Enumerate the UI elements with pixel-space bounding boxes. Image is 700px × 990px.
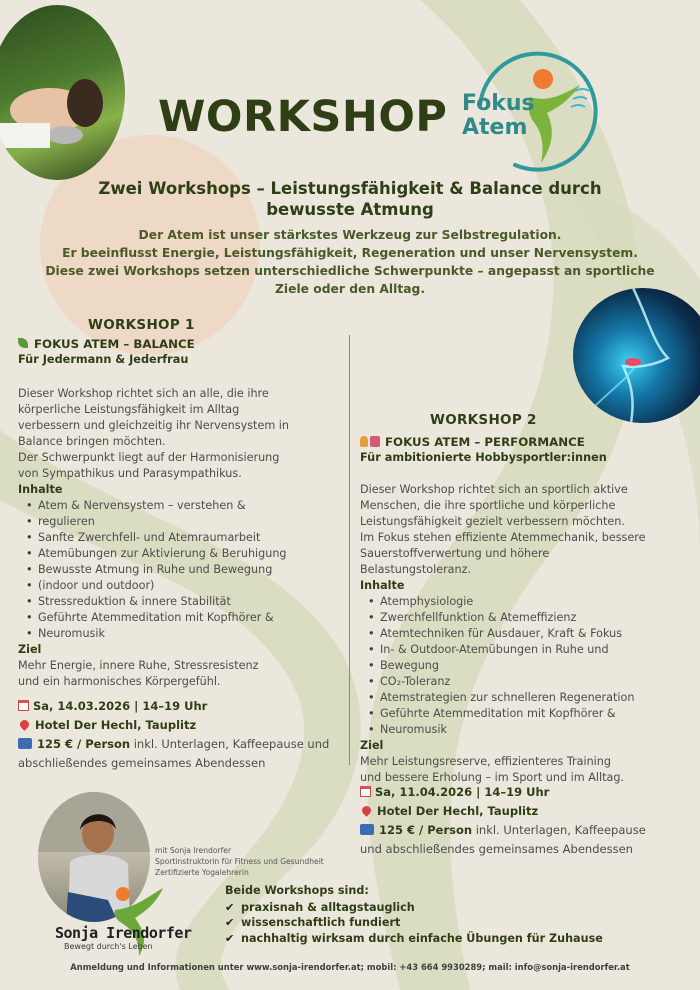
list-item: • In- & Outdoor-Atemübungen in Ruhe und	[360, 642, 646, 658]
list-item: • Atem & Nervensystem – verstehen &	[18, 498, 289, 514]
both-header: Beide Workshops sind:	[225, 884, 369, 897]
checkmark-icon: ✔	[225, 900, 235, 914]
workshop2-goal-label: Ziel	[360, 739, 384, 752]
location-pin-icon	[18, 718, 31, 731]
calendar-icon	[18, 700, 29, 711]
workshop1-meta: Sa, 14.03.2026 | 14–19 Uhr Hotel Der Hechl, Tauplitz 125 € / Person inkl. Unterlagen, Kaffeepause und abschließendes gemeinsames Abendessen	[18, 699, 330, 770]
workshop1-target: Für Jedermann & Jederfrau	[18, 353, 189, 366]
list-item: • Bewusste Atmung in Ruhe und Bewegung	[18, 562, 289, 578]
workshop1-date: Sa, 14.03.2026 | 14–19 Uhr	[33, 699, 208, 713]
check-item: ✔ praxisnah & alltagstauglich	[225, 900, 415, 914]
money-icon	[18, 738, 32, 749]
workshop2-body: Dieser Workshop richtet sich an sportlich aktive Menschen, die ihre sportliche und körperliche Leistungsfähigkeit gezielt verbessern möchten. Im Fokus stehen effiziente Atemmechanik, bessere Sauerstoffverwertung und höhere Belastungstoleranz. Inhalte • Atemphysiologie • Zwerchfellfunktion & Atemeffizienz • Atemtechniken für Ausdauer, Kraft & Fokus • In- & Outdoor-Atemübungen in Ruhe und • Bewegung • CO₂-Toleranz • Atemstrategien zur schnelleren Regeneration • Geführte Atemmeditation mit Kopfhörer & • Neuromusik Ziel Mehr Leistungsreserve, effizienteres Training und bessere Erholung – im Sport und im Alltag.	[360, 482, 646, 786]
page-title: WORKSHOP	[158, 92, 448, 142]
list-item: • Atemübungen zur Aktivierung & Beruhigung	[18, 546, 289, 562]
workshop1-location: Hotel Der Hechl, Tauplitz	[35, 718, 197, 732]
leaf-icon	[18, 338, 28, 348]
list-item: • Atemphysiologie	[360, 594, 646, 610]
workshop1-goal-label: Ziel	[18, 643, 42, 656]
location-pin-icon	[360, 804, 373, 817]
footer-contact: Anmeldung und Informationen unter www.sonja-irendorfer.at; mobil: +43 664 9930289; mail: info@sonja-irendorfer.at	[70, 962, 630, 972]
list-item: • Atemtechniken für Ausdauer, Kraft & Fokus	[360, 626, 646, 642]
workshop1-contents-label: Inhalte	[18, 483, 63, 496]
list-item: • Atemstrategien zur schnelleren Regeneration	[360, 690, 646, 706]
list-item: • Zwerchfellfunktion & Atemeffizienz	[360, 610, 646, 626]
list-item: • Stressreduktion & innere Stabilität	[18, 594, 289, 610]
list-item: • Geführte Atemmeditation mit Kopfhörer &	[360, 706, 646, 722]
logo-text: Fokus Atem	[462, 91, 535, 140]
runner-icon	[360, 436, 368, 447]
calendar-icon	[360, 786, 371, 797]
column-divider	[349, 335, 350, 765]
list-item: • regulieren	[18, 514, 289, 530]
instructor-info: mit Sonja Irendorfer Sportinstruktorin für Fitness und Gesundheit Zertifizierte Yogalehrerin	[155, 846, 324, 877]
money-icon	[360, 824, 374, 835]
list-item: • Neuromusik	[360, 722, 646, 738]
workshop2-date: Sa, 11.04.2026 | 14–19 Uhr	[375, 785, 550, 799]
both-workshops-box	[225, 883, 603, 946]
list-item: • Geführte Atemmeditation mit Kopfhörer &	[18, 610, 289, 626]
list-item: • Sanfte Zwerchfell- und Atemraumarbeit	[18, 530, 289, 546]
workshop1-price: 125 € / Person	[37, 737, 131, 751]
list-item: • Neuromusik	[18, 626, 289, 642]
subtitle: Zwei Workshops – Leistungsfähigkeit & Balance durch bewusste Atmung	[98, 179, 602, 219]
intro-text: Der Atem ist unser stärkstes Werkzeug zur Selbstregulation. Er beeinflusst Energie, Leistungsfähigkeit, Regeneration und unser Nervensystem. Diese zwei Workshops setzen unterschiedliche Schwerpunkte – angepasst an sportliche Ziele oder den Alltag.	[45, 228, 655, 296]
workshop1-body: Dieser Workshop richtet sich an alle, die ihre körperliche Leistungsfähigkeit im Alltag verbessern und gleichzeitig ihr Nervensystem in Balance bringen möchten. Der Schwerpunkt liegt auf der Harmonisierung von Sympathikus und Parasympathikus. Inhalte • Atem & Nervensystem – verstehen & • regulieren • Sanfte Zwerchfell- und Atemraumarbeit • Atemübungen zur Aktivierung & Beruhigung • Bewusste Atmung in Ruhe und Bewegung • (indoor und outdoor) • Stressreduktion & innere Stabilität • Geführte Atemmeditation mit Kopfhörer & • Neuromusik Ziel Mehr Energie, innere Ruhe, Stressresistenz und ein harmonisches Körpergefühl.	[18, 386, 289, 690]
checkmark-icon: ✔	[225, 931, 235, 945]
workshop1-contents-list	[18, 498, 289, 642]
workshop2-name: FOKUS ATEM – PERFORMANCE	[360, 435, 585, 449]
check-item: ✔ nachhaltig wirksam durch einfache Übungen für Zuhause	[225, 931, 603, 945]
workshop2-contents-list	[360, 594, 646, 738]
checkmark-icon: ✔	[225, 916, 235, 929]
list-item: • CO₂-Toleranz	[360, 674, 646, 690]
workshop2-meta: Sa, 11.04.2026 | 14–19 Uhr Hotel Der Hechl, Tauplitz 125 € / Person inkl. Unterlagen, Kaffeepause und abschließendes gemeinsames Abendessen	[360, 785, 646, 856]
brand-name: Sonja Irendorfer	[55, 924, 192, 942]
workshop1-name: FOKUS ATEM – BALANCE	[18, 337, 195, 351]
workshop2-contents-label: Inhalte	[360, 579, 405, 592]
workshop1-heading: WORKSHOP 1	[88, 317, 195, 333]
workshop2-location: Hotel Der Hechl, Tauplitz	[377, 804, 539, 818]
workshop2-price: 125 € / Person	[379, 823, 473, 837]
workshop2-heading: WORKSHOP 2	[430, 412, 537, 428]
breathing-nose-photo	[573, 288, 700, 423]
list-item: • Bewegung	[360, 658, 646, 674]
female-sign-icon	[370, 436, 380, 447]
brand-tagline: Bewegt durch's Leben	[64, 942, 153, 951]
check-item: ✔ wissenschaftlich fundiert	[225, 916, 401, 929]
list-item: • (indoor und outdoor)	[18, 578, 289, 594]
workshop2-target: Für ambitionierte Hobbysportler:innen	[360, 451, 607, 464]
